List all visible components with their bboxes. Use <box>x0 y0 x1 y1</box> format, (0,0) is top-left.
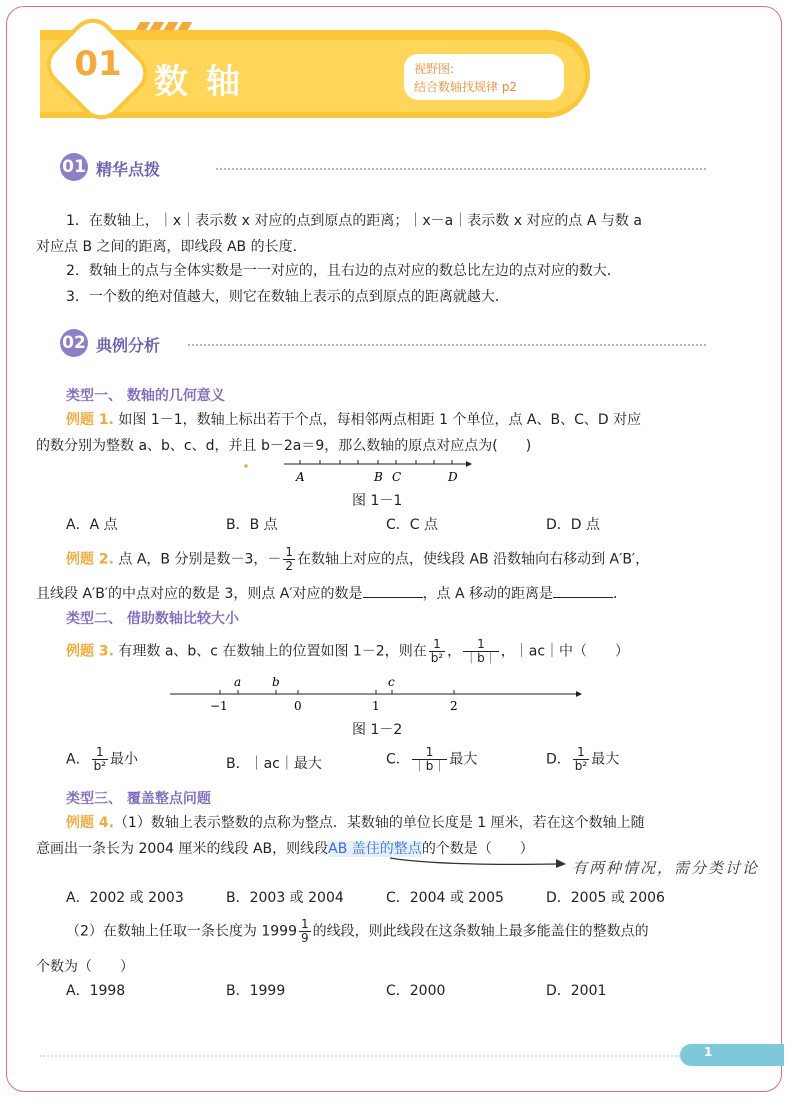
ex2-blank-1[interactable] <box>363 585 423 598</box>
s1-p1a: 1．在数轴上，｜x｜表示数 x 对应的点到原点的距离；｜x－a｜表示数 x 对应的点 A 与数 a <box>66 213 642 229</box>
ex2-line2: 且线段 A′B′的中点对应的数是 3，则点 A′对应的数是 ，点 A 移动的距离是 ． <box>36 586 628 602</box>
s1-p3: 3．一个数的绝对值越大，则它在数轴上表示的点到原点的距离就越大． <box>66 289 509 305</box>
axis2-label-b: b <box>272 675 280 689</box>
ex3-option-d[interactable]: D． $\frac{1}{\text{b²}}$ 最大 <box>546 745 620 774</box>
section2-title: 典例分析 <box>96 336 161 355</box>
figure-1-1-axis <box>240 455 480 487</box>
axis2-label-a: a <box>234 675 242 689</box>
note-line-1: 视野图: <box>414 62 455 76</box>
axis2-tick-neg1: −1 <box>210 699 228 713</box>
ex4-q2-option-d[interactable]: D．2001 <box>546 983 607 999</box>
s1-p1b: 对应点 B 之间的距离，即线段 AB 的长度． <box>36 239 307 255</box>
ex1-option-b[interactable]: B．B 点 <box>226 517 278 533</box>
chapter-title: 数轴 <box>154 62 258 102</box>
chapter-number: 01 <box>74 44 122 84</box>
ex4-q2-option-a[interactable]: A．1998 <box>66 983 126 999</box>
ex1-option-a[interactable]: A．A 点 <box>66 517 118 533</box>
ex2-line1 <box>66 546 649 573</box>
ex4-highlight: AB 盖住的整点 <box>328 841 422 857</box>
ex4-q2-option-c[interactable]: C．2000 <box>386 983 446 999</box>
ex1-line2: 的数分别为整数 a、b、c、d，并且 b－2a＝9，那么数轴的原点对应点为( ) <box>36 438 532 454</box>
ex1-label: 例题 1. <box>66 412 114 428</box>
ex3-frac-2: $\frac{1}{|b|}$ <box>465 637 497 666</box>
section1-dots <box>216 168 706 170</box>
ex2-text1b: 在数轴上对应的点，使线段 AB 沿数轴向右移动到 A′B′， <box>297 551 650 568</box>
figure-1-2-axis <box>168 672 588 716</box>
ex4-label: 例题 4. <box>66 815 114 831</box>
note-line-2: 结合数轴找规律 p2 <box>414 80 518 94</box>
ex2-fraction: $\frac{1}{2}$ <box>285 545 294 574</box>
section1-title: 精华点拨 <box>96 160 161 179</box>
ex2-label: 例题 2. <box>66 551 114 568</box>
axis2-tick-0: 0 <box>294 699 302 713</box>
ex3-label: 例题 3. <box>66 643 114 660</box>
ex4-line2: 意画出一条长为 2004 厘米的线段 AB，则线段AB 盖住的整点的个数是（ ） <box>36 841 534 857</box>
ex4-q2-fraction: $\frac{1}{9}$ <box>301 917 309 946</box>
axis-label-d: D <box>448 470 458 484</box>
ex3-option-c[interactable]: C． $\frac{1}{|b|}$ 最大 <box>386 745 478 774</box>
axis2-tick-1: 1 <box>372 699 380 713</box>
handwriting-arrow <box>380 852 580 872</box>
ex2-text1a: 点 A，B 分别是数－3，－ <box>118 551 282 568</box>
s1-p2: 2．数轴上的点与全体实数是一一对应的，且右边的点对应的数总比左边的点对应的数大． <box>66 263 621 279</box>
ex4-q2-line1: （2）在数轴上任取一条长度为 1999 $\frac{1}{9}$ 的线段，则此线段在这条数轴上最多能盖住的整数点的 <box>66 917 649 946</box>
ex3-option-b[interactable]: B．｜ac｜最大 <box>226 756 322 772</box>
ex4-q2-line2: 个数为（ ） <box>36 959 134 975</box>
axis2-label-c: c <box>388 675 395 689</box>
axis-ticks <box>300 460 452 464</box>
axis2-arrow <box>576 691 582 697</box>
axis-label-b: B <box>374 470 383 484</box>
fig-1-2-caption: 图 1－2 <box>352 722 403 738</box>
ex4-q1-option-b[interactable]: B．2003 或 2004 <box>226 890 344 906</box>
ex3-line1: 例题 3. 有理数 a、b、c 在数轴上的位置如图 1－2，则在 $\frac{1}{\text{b²}}$ ， $\frac{1}{|b|}$ ，｜ac｜中（ ） <box>66 637 630 666</box>
ex4-q1-option-d[interactable]: D．2005 或 2006 <box>546 890 665 906</box>
section2-badge: 02 <box>60 329 88 357</box>
section1-badge: 01 <box>60 153 88 181</box>
ex4-line1: 例题 4.（1）数轴上表示整数的点称为整点．某数轴的单位长度是 1 厘米，若在这个数轴上随 <box>66 815 645 831</box>
axis-label-a: A <box>296 470 305 484</box>
axis2-tick-2: 2 <box>450 699 458 713</box>
type3-heading: 类型三、 覆盖整点问题 <box>66 791 211 807</box>
axis2-ticks <box>220 690 454 694</box>
ex3-option-a[interactable]: A． $\frac{1}{\text{b²}}$ 最小 <box>66 745 139 774</box>
footer-dotted-line <box>40 1055 680 1057</box>
ex4-q2-option-b[interactable]: B．1999 <box>226 983 286 999</box>
page-tab <box>680 1044 784 1066</box>
fig-1-1-caption: 图 1－1 <box>352 493 403 509</box>
ex2-blank-2[interactable] <box>553 585 613 598</box>
ex1-option-c[interactable]: C．C 点 <box>386 517 439 533</box>
page-number: 1 <box>704 1045 713 1059</box>
axis-label-c: C <box>392 470 402 484</box>
ex1-line1 <box>66 409 641 429</box>
ex4-q1-option-a[interactable]: A．2002 或 2003 <box>66 890 184 906</box>
pen-dot <box>244 464 248 468</box>
type2-heading: 类型二、 借助数轴比较大小 <box>66 611 239 627</box>
ex4-q1-option-c[interactable]: C．2004 或 2005 <box>386 890 504 906</box>
axis-arrow <box>466 461 472 467</box>
ex3-frac-1: $\frac{1}{\text{b²}}$ <box>430 637 444 666</box>
ex1-text1: 如图 1－1，数轴上标出若干个点，每相邻两点相距 1 个单位，点 A、B、C、D 对应 <box>118 412 642 428</box>
handwritten-note: 有两种情况，需分类讨论 <box>572 859 760 877</box>
ex1-option-d[interactable]: D．D 点 <box>546 517 601 533</box>
type1-heading: 类型一、 数轴的几何意义 <box>66 388 225 404</box>
section2-dots <box>188 344 706 346</box>
